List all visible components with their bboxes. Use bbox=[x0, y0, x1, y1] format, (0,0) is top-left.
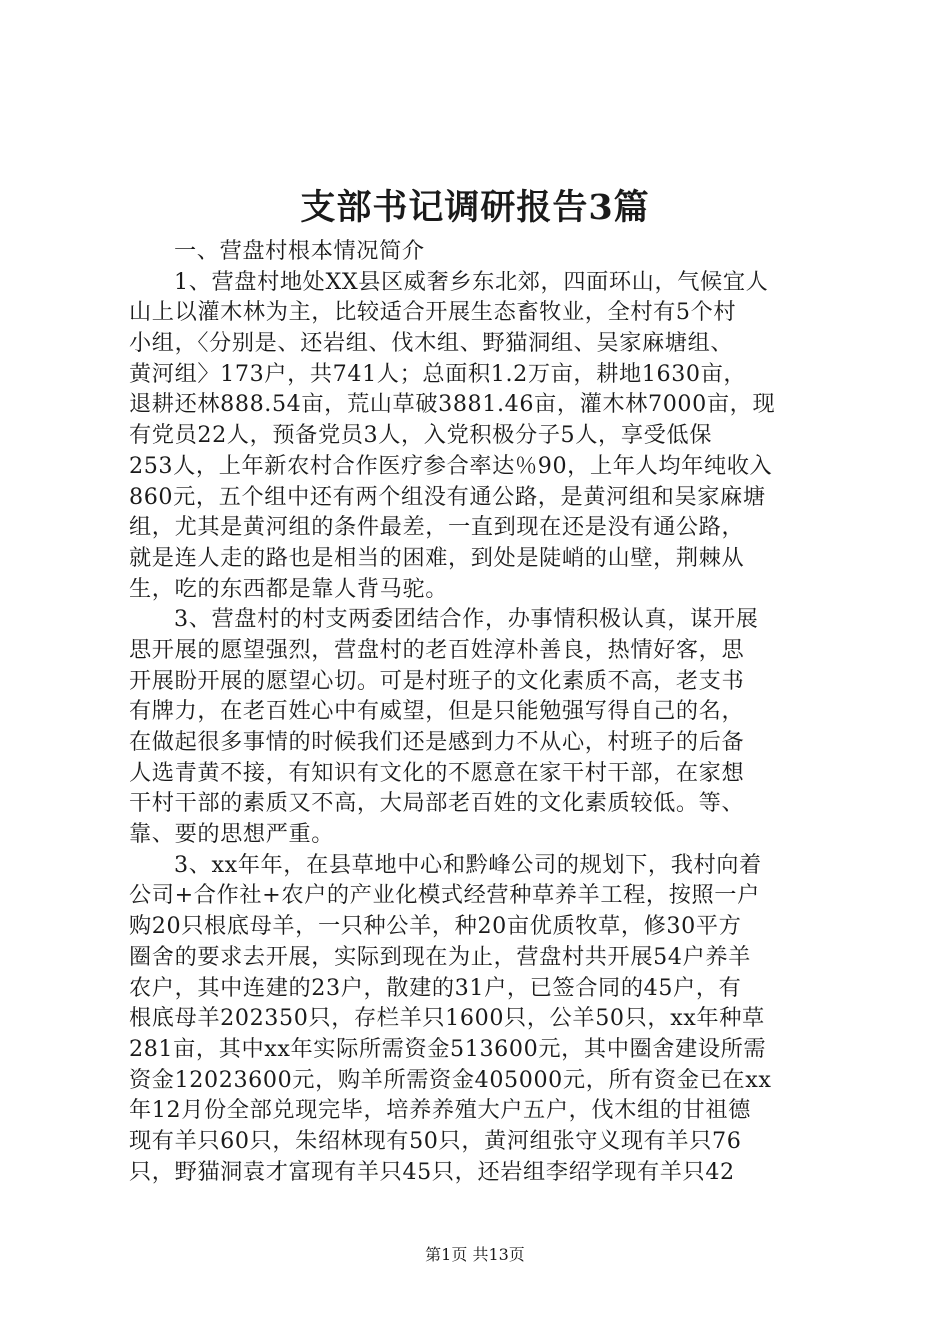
text-line: 860元，五个组中还有两个组没有通公路，是黄河组和吴家麻塘 bbox=[129, 483, 766, 510]
text-line: 253人，上年新农村合作医疗参合率达％90，上年人均年纯收入 bbox=[129, 452, 773, 479]
text-line: 在做起很多事情的时候我们还是感到力不从心，村班子的后备 bbox=[129, 729, 745, 755]
document-body bbox=[129, 236, 837, 1187]
text-line: 购20只根底母羊，一只种公羊，种20亩优质牧草，修30平方 bbox=[129, 913, 742, 940]
text-line: 退耕还林888.54亩，荒山草破3881.46亩，灌木林7000亩，现 bbox=[129, 391, 776, 418]
text-line: 根底母羊202350只，存栏羊只1600只，公羊50只，xx年种草 bbox=[129, 1005, 765, 1032]
text-line: 组，尤其是黄河组的条件最差，一直到现在还是没有通公路， bbox=[129, 514, 745, 541]
text-line: 只，野猫洞袁才富现有羊只45只，还岩组李绍学现有羊只42 bbox=[129, 1158, 735, 1185]
text-line: 有党员22人，预备党员3人，入党积极分子5人，享受低保 bbox=[129, 422, 712, 449]
text-line: 就是连人走的路也是相当的困难，到处是陡峭的山壁，荆棘从 bbox=[129, 544, 745, 571]
text-line: 思开展的愿望强烈，营盘村的老百姓淳朴善良，热情好客，思 bbox=[129, 636, 745, 663]
text-line: 农户，其中连建的23户，散建的31户，已签合同的45户，有 bbox=[129, 974, 742, 1001]
text-line: 公司+合作社+农户的产业化模式经营种草养羊工程，按照一户 bbox=[129, 882, 760, 909]
text-line: 开展盼开展的愿望心切。可是村班子的文化素质不高，老支书 bbox=[129, 667, 745, 694]
text-line: 3、营盘村的村支两委团结合作，办事情积极认真，谋开展 bbox=[174, 606, 759, 633]
text-line: 黄河组〉173户，共741人；总面积1.2万亩，耕地1630亩， bbox=[129, 360, 747, 387]
text-line: 281亩，其中xx年实际所需资金513600元，其中圈舍建设所需 bbox=[129, 1035, 767, 1062]
text-line: 年12月份全部兑现完毕，培养养殖大户五户，伐木组的甘祖德 bbox=[129, 1097, 751, 1124]
text-line: 资金12023600元，购羊所需资金405000元，所有资金已在xx bbox=[129, 1066, 772, 1093]
text-line: 小组，〈分别是、还岩组、伐木组、野猫洞组、吴家麻塘组、 bbox=[129, 330, 734, 357]
text-line: 圈舍的要求去开展，实际到现在为止，营盘村共开展54户养羊 bbox=[129, 943, 751, 970]
text-line: 一、营盘村根本情况简介 bbox=[174, 238, 425, 264]
text-line: 1、营盘村地处XX县区威奢乡东北郊，四面环山，气候宜人 bbox=[174, 268, 769, 295]
text-line: 人选青黄不接，有知识有文化的不愿意在家干村干部，在家想 bbox=[129, 759, 745, 786]
page-title: 支部书记调研报告3篇 bbox=[300, 187, 650, 228]
text-line: 靠、要的思想严重。 bbox=[129, 821, 335, 848]
page-number-footer: 第1页 共13页 bbox=[425, 1245, 525, 1264]
text-line: 有牌力，在老百姓心中有威望，但是只能勉强写得自己的名， bbox=[129, 698, 745, 725]
text-line: 山上以灌木林为主，比较适合开展生态畜牧业，全村有5个村 bbox=[129, 299, 737, 326]
text-line: 生，吃的东西都是靠人背马驼。 bbox=[129, 575, 449, 602]
text-line: 3、xx年年，在县草地中心和黔峰公司的规划下，我村向着 bbox=[174, 851, 762, 878]
text-line: 现有羊只60只，朱绍林现有50只，黄河组张守义现有羊只76 bbox=[129, 1127, 742, 1154]
text-line: 干村干部的素质又不高，大局部老百姓的文化素质较低。等、 bbox=[129, 790, 745, 817]
